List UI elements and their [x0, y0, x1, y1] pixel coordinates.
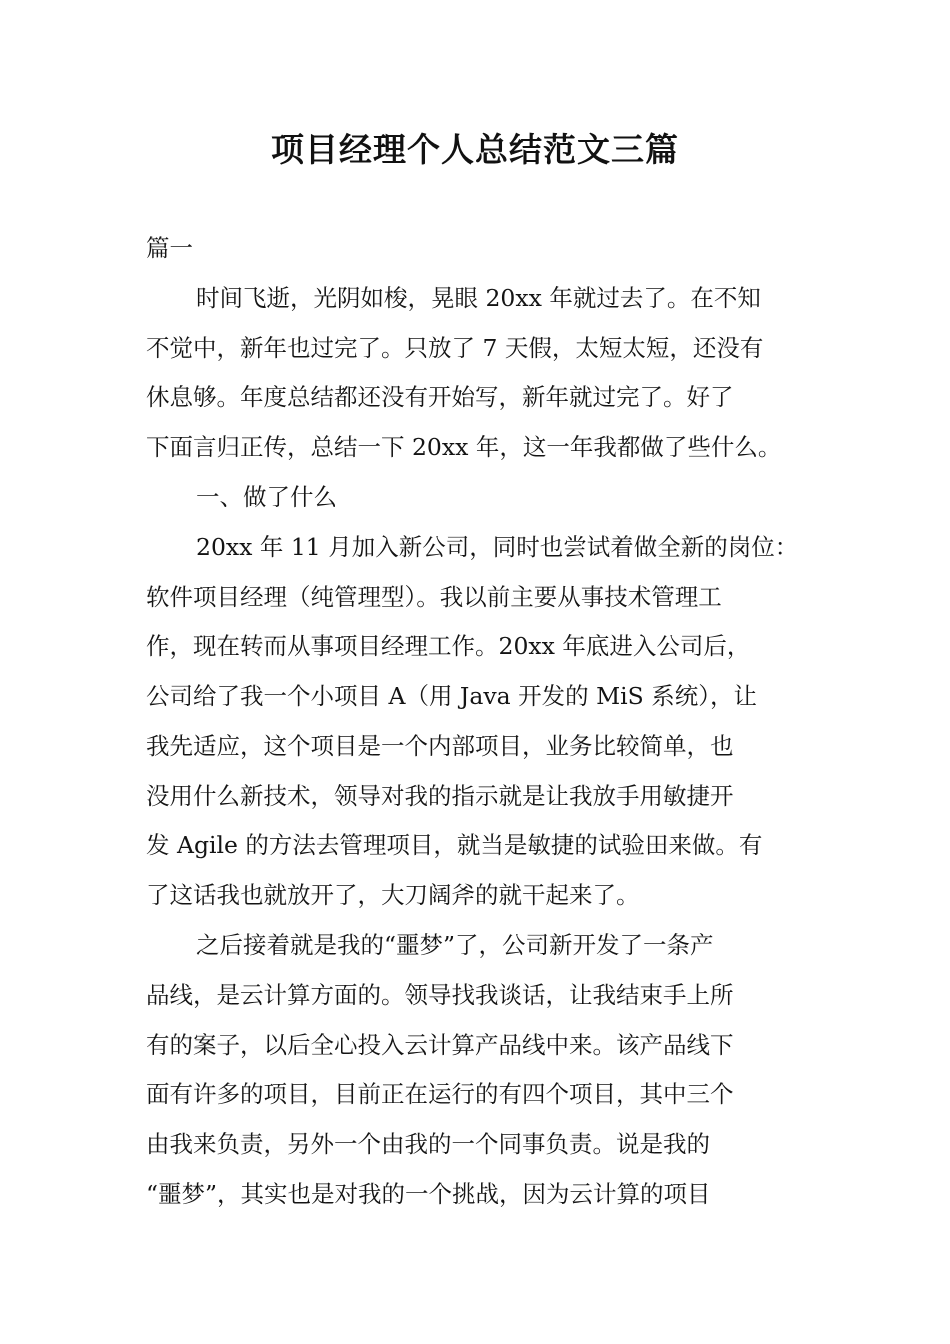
- text-line: 我先适应，这个项目是一个内部项目，业务比较简单，也: [146, 732, 734, 760]
- text-line: 20xx 年 11 月加入新公司，同时也尝试着做全新的岗位：: [196, 533, 799, 561]
- section-heading-part-one: 篇一: [146, 234, 193, 262]
- text-line: 由我来负责，另外一个由我的一个同事负责。说是我的: [146, 1130, 710, 1158]
- text-line: 下面言归正传，总结一下 20xx 年，这一年我都做了些什么。: [146, 433, 782, 461]
- text-line: 了这话我也就放开了，大刀阔斧的就干起来了。: [146, 881, 640, 909]
- text-line: 休息够。年度总结都还没有开始写，新年就过完了。好了: [146, 383, 734, 411]
- text-line: 发 Agile 的方法去管理项目，就当是敏捷的试验田来做。有: [146, 831, 763, 859]
- subheading-what-was-done: 一、做了什么: [196, 483, 337, 511]
- text-line: 时间飞逝，光阴如梭，晃眼 20xx 年就过去了。在不知: [196, 284, 761, 312]
- text-line: “噩梦”，其实也是对我的一个挑战，因为云计算的项目: [146, 1180, 711, 1208]
- text-line: 作，现在转而从事项目经理工作。20xx 年底进入公司后，: [146, 632, 751, 660]
- text-line: 软件项目经理（纯管理型）。我以前主要从事技术管理工: [146, 583, 722, 611]
- text-line: 有的案子，以后全心投入云计算产品线中来。该产品线下: [146, 1031, 734, 1059]
- text-line: 面有许多的项目，目前正在运行的有四个项目，其中三个: [146, 1080, 734, 1108]
- document-title: 项目经理个人总结范文三篇: [271, 130, 679, 169]
- text-line: 没用什么新技术，领导对我的指示就是让我放手用敏捷开: [146, 782, 734, 810]
- text-line: 不觉中，新年也过完了。只放了 7 天假，太短太短，还没有: [146, 334, 764, 362]
- text-line: 品线，是云计算方面的。领导找我谈话，让我结束手上所: [146, 981, 734, 1009]
- text-line: 之后接着就是我的“噩梦”了，公司新开发了一条产: [196, 931, 714, 959]
- text-line: 公司给了我一个小项目 A（用 Java 开发的 MiS 系统），让: [146, 682, 757, 710]
